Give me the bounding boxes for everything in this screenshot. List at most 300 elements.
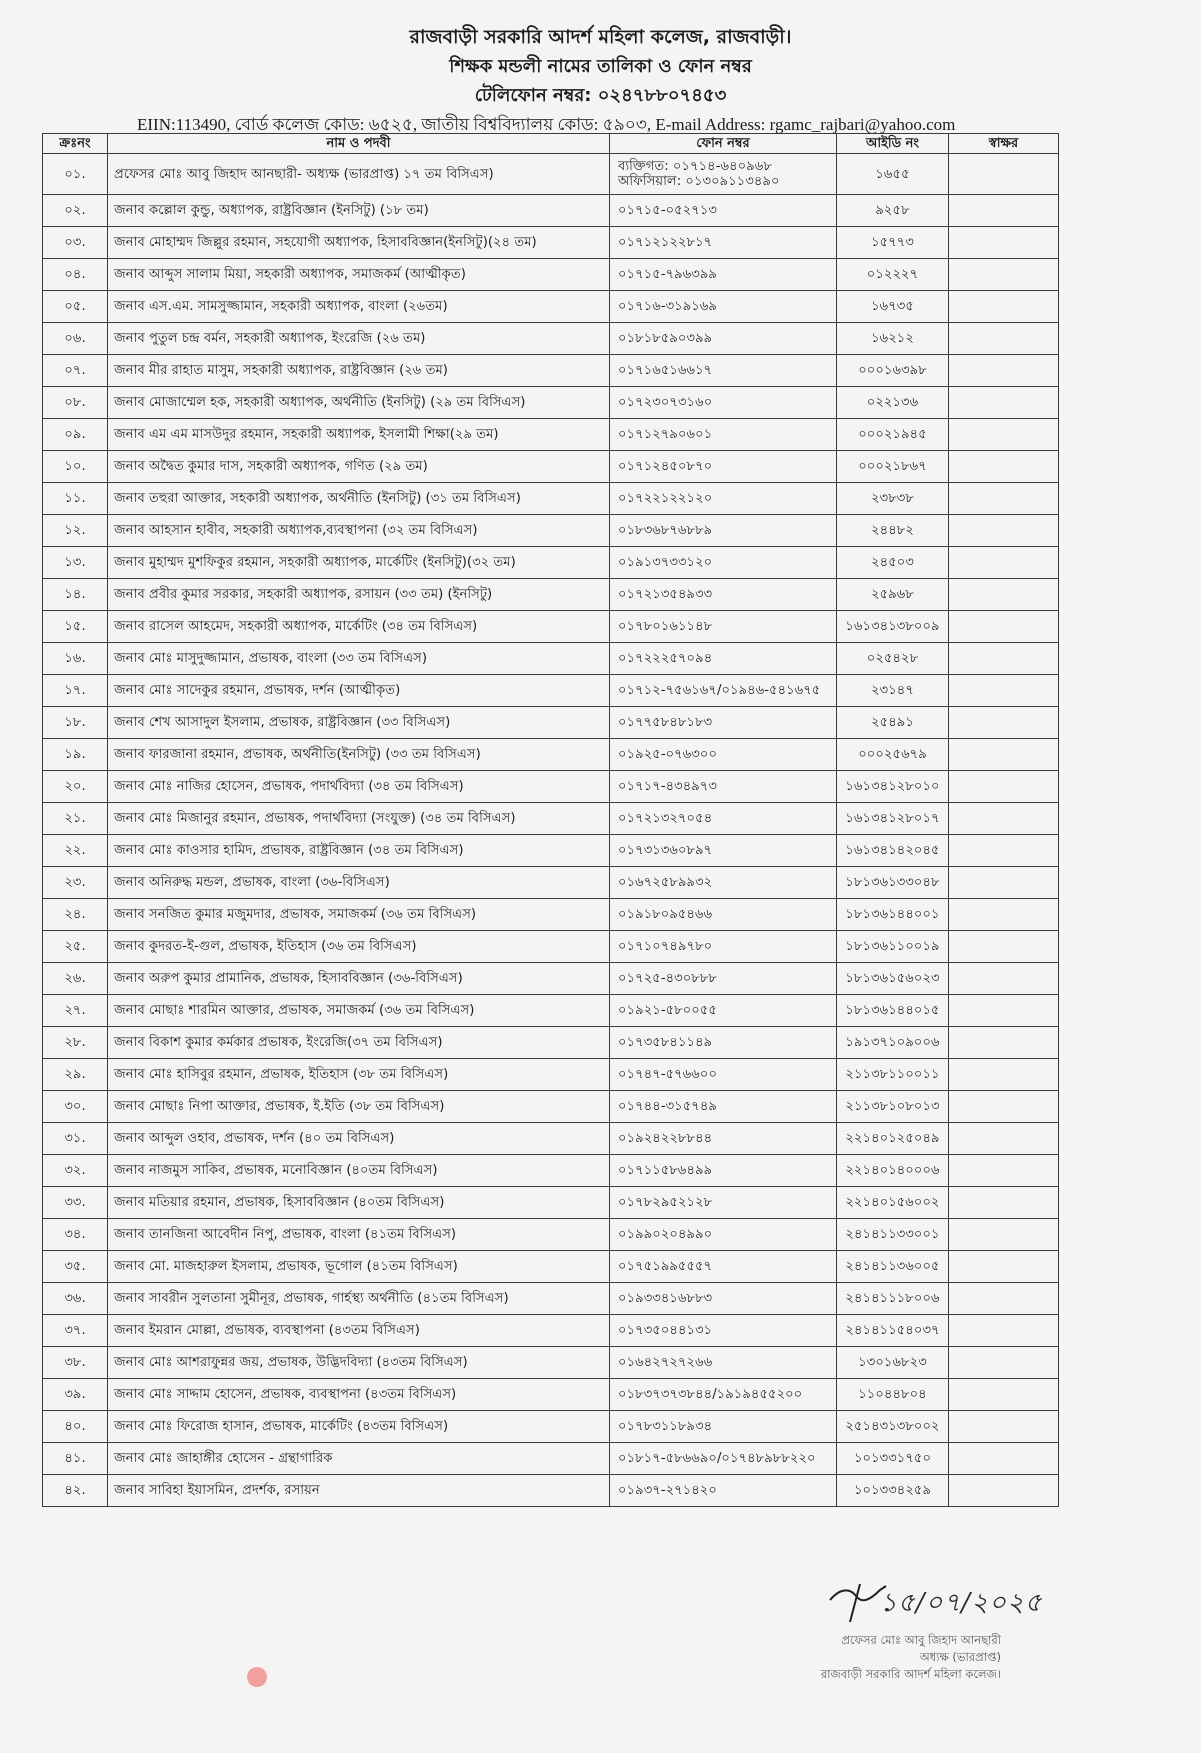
signature-cell <box>949 1379 1059 1411</box>
id-cell: ১৬২১২ <box>837 323 949 355</box>
phone-number: ০১৭৪৪-৩১৫৭৪৯ <box>618 1099 717 1114</box>
phone-cell <box>610 579 837 611</box>
serial-cell: ০৩. <box>43 227 108 259</box>
phone-number: ০১৯১৮০৯৫৪৬৬ <box>618 907 713 922</box>
name-cell: জনাব সাবরীন সুলতানা সুমীনূর, প্রভাষক, গার্হস্থ্য অর্থনীতি (৪১তম বিসিএস) <box>108 1283 610 1315</box>
serial-cell: ১৫. <box>43 611 108 643</box>
signer-role: অধ্যক্ষ (ভারপ্রাপ্ত) <box>919 1650 1001 1664</box>
phone-cell <box>610 451 837 483</box>
name-cell: জনাব মোঃ সাদ্দাম হোসেন, প্রভাষক, ব্যবস্থাপনা (৪৩তম বিসিএস) <box>108 1379 610 1411</box>
phone-cell <box>610 931 837 963</box>
table-row <box>43 707 1059 739</box>
phone-number: ০১৯৩৩৪১৬৮৮৩ <box>618 1291 713 1306</box>
id-cell: ২৫৪৯১ <box>837 707 949 739</box>
name-cell: জনাব মোঃ কাওসার হামিদ, প্রভাষক, রাষ্ট্রবিজ্ঞান (৩৪ তম বিসিএস) <box>108 835 610 867</box>
id-cell: ১৬১৩৪১২৮০১৭ <box>837 803 949 835</box>
serial-cell: ১৯. <box>43 739 108 771</box>
table-row <box>43 1059 1059 1091</box>
phone-cell <box>610 154 837 195</box>
id-cell: ১৬১৩৪১৪২০৪৫ <box>837 835 949 867</box>
header-name: নাম ও পদবী <box>108 134 610 154</box>
phone-number: ০১৭৩৫৮৪১১৪৯ <box>618 1035 713 1050</box>
serial-cell: ২৯. <box>43 1059 108 1091</box>
id-cell: ২৪১৪১১৫৪০৩৭ <box>837 1315 949 1347</box>
phone-cell <box>610 419 837 451</box>
phone-number: ০১৬৭২৫৮৯৯৩২ <box>618 875 713 890</box>
serial-cell: ৩৯. <box>43 1379 108 1411</box>
serial-cell: ০৪. <box>43 259 108 291</box>
table-row <box>43 1187 1059 1219</box>
id-cell: ২৪১৪১১৩৬০০৫ <box>837 1251 949 1283</box>
header-serial: ক্রঃনং <box>43 134 108 154</box>
phone-cell <box>610 1027 837 1059</box>
id-cell: ১৯১৩৭১০৯০০৬ <box>837 1027 949 1059</box>
signer-name: প্রফেসর মোঃ আবু জিহাদ আনছারী <box>841 1633 1001 1647</box>
phone-number: ০১৭১২১২২৮১৭ <box>618 235 713 250</box>
serial-cell: ৩৬. <box>43 1283 108 1315</box>
table-row <box>43 1411 1059 1443</box>
id-cell: ০০০১৬৩৯৮ <box>837 355 949 387</box>
serial-cell: ৪২. <box>43 1475 108 1507</box>
phone-cell <box>610 1443 837 1475</box>
id-cell: ১৬১৩৪১২৮০১০ <box>837 771 949 803</box>
id-cell: ১৮১৩৬১৪৪০১৫ <box>837 995 949 1027</box>
serial-cell: ১৮. <box>43 707 108 739</box>
serial-cell: ৩০. <box>43 1091 108 1123</box>
id-cell: ২৪১৪১১৩৩০০১ <box>837 1219 949 1251</box>
name-cell: জনাব মোঃ মাসুদুজ্জামান, প্রভাষক, বাংলা (৩৩ তম বিসিএস) <box>108 643 610 675</box>
phone-number: ০১৭২১৩৫৪৯৩৩ <box>618 587 713 602</box>
table-row <box>43 259 1059 291</box>
serial-cell: ২০. <box>43 771 108 803</box>
table-row <box>43 483 1059 515</box>
phone-cell <box>610 1475 837 1507</box>
phone-number: ০১৭১৬-৩১৯১৬৯ <box>618 299 717 314</box>
name-cell: জনাব সনজিত কুমার মজুমদার, প্রভাষক, সমাজকর্ম (৩৬ তম বিসিএস) <box>108 899 610 931</box>
table-row <box>43 323 1059 355</box>
table-row <box>43 291 1059 323</box>
serial-cell: ৪১. <box>43 1443 108 1475</box>
table-row <box>43 1091 1059 1123</box>
name-cell: জনাব কল্লোল কুন্ডু, অধ্যাপক, রাষ্ট্রবিজ্ঞান (ইনসিটু) (১৮ তম) <box>108 195 610 227</box>
name-cell: জনাব আব্দুল ওহাব, প্রভাষক, দর্শন (৪০ তম বিসিএস) <box>108 1123 610 1155</box>
phone-number: ০১৭১৬৫১৬৬১৭ <box>618 363 713 378</box>
signature-cell <box>949 739 1059 771</box>
id-cell: ১৬৫৫ <box>837 154 949 195</box>
serial-cell: ৩২. <box>43 1155 108 1187</box>
phone-number: ০১৯২১-৫৮০০৫৫ <box>618 1003 717 1018</box>
phone-cell <box>610 675 837 707</box>
id-cell: ০০০২৫৬৭৯ <box>837 739 949 771</box>
signature-cell <box>949 1187 1059 1219</box>
serial-cell: ২৩. <box>43 867 108 899</box>
signature-cell <box>949 1251 1059 1283</box>
signature-cell <box>949 1315 1059 1347</box>
id-cell: ১০১৩৩১৭৫০ <box>837 1443 949 1475</box>
phone-number: ০১৭৮৩১১৮৯৩৪ <box>618 1419 713 1434</box>
phone-cell <box>610 1379 837 1411</box>
table-row <box>43 643 1059 675</box>
phone-cell <box>610 899 837 931</box>
signature-cell <box>949 1347 1059 1379</box>
signature-cell <box>949 899 1059 931</box>
table-row <box>43 515 1059 547</box>
signature-cell <box>949 195 1059 227</box>
id-cell: ২১১৩৮১০৮০১৩ <box>837 1091 949 1123</box>
signature-cell <box>949 867 1059 899</box>
id-cell: ১৬১৩৪১৩৮০০৯ <box>837 611 949 643</box>
signature-cell <box>949 1283 1059 1315</box>
phone-number: ০১৯২৪২২৮৮৪৪ <box>618 1131 713 1146</box>
phone-number: ০১৯৩৭-২৭১৪২০ <box>618 1483 718 1498</box>
signature-cell <box>949 803 1059 835</box>
signature-cell <box>949 1027 1059 1059</box>
serial-cell: ৩৪. <box>43 1219 108 1251</box>
serial-cell: ১২. <box>43 515 108 547</box>
serial-cell: ৩৭. <box>43 1315 108 1347</box>
phone-number: ব্যক্তিগত: ০১৭১৪-৬৪০৯৬৮ <box>618 159 772 174</box>
name-cell: জনাব সাবিহা ইয়াসমিন, প্রদর্শক, রসায়ন <box>108 1475 610 1507</box>
id-cell: ০২৫৪২৮ <box>837 643 949 675</box>
phone-cell <box>610 771 837 803</box>
table-row <box>43 1219 1059 1251</box>
document-title: শিক্ষক মন্ডলী নামের তালিকা ও ফোন নম্বর <box>449 56 752 77</box>
header-signature: স্বাক্ষর <box>949 134 1059 154</box>
table-row <box>43 1283 1059 1315</box>
phone-cell <box>610 1251 837 1283</box>
phone-cell <box>610 515 837 547</box>
serial-cell: ২৭. <box>43 995 108 1027</box>
signature-cell <box>949 259 1059 291</box>
name-cell: জনাব তানজিনা আবেদীন নিপু, প্রভাষক, বাংলা (৪১তম বিসিএস) <box>108 1219 610 1251</box>
serial-cell: ৩৮. <box>43 1347 108 1379</box>
teacher-table <box>42 133 1059 1507</box>
signature-cell <box>949 1219 1059 1251</box>
signature-cell <box>949 675 1059 707</box>
phone-cell <box>610 963 837 995</box>
table-row <box>43 1155 1059 1187</box>
name-cell: জনাব মোছাঃ নিপা আক্তার, প্রভাষক, ই.ইতি (৩৮ তম বিসিএস) <box>108 1091 610 1123</box>
signature-cell <box>949 771 1059 803</box>
table-row <box>43 739 1059 771</box>
phone-cell <box>610 611 837 643</box>
signature-cell <box>949 1475 1059 1507</box>
phone-cell <box>610 1219 837 1251</box>
phone-number: ০১৮৩৬৮৭৬৮৮৯ <box>618 523 713 538</box>
serial-cell: ০৬. <box>43 323 108 355</box>
id-cell: ১৮১৩৬১৪৪০০১ <box>837 899 949 931</box>
name-cell: জনাব মো. মাজহারুল ইসলাম, প্রভাষক, ভূগোল (৪১তম বিসিএস) <box>108 1251 610 1283</box>
serial-cell: ৩১. <box>43 1123 108 1155</box>
name-cell: জনাব মোঃ সাদেকুর রহমান, প্রভাষক, দর্শন (আত্মীকৃত) <box>108 675 610 707</box>
name-cell: জনাব মোজাম্মেল হক, সহকারী অধ্যাপক, অর্থনীতি (ইনসিটু) (২৯ তম বিসিএস) <box>108 387 610 419</box>
name-cell: জনাব মোঃ মিজানুর রহমান, প্রভাষক, পদার্থবিদ্যা (সংযুক্ত) (৩৪ তম বিসিএস) <box>108 803 610 835</box>
phone-cell <box>610 291 837 323</box>
serial-cell: ১৩. <box>43 547 108 579</box>
serial-cell: ০৫. <box>43 291 108 323</box>
id-cell: ০২২১৩৬ <box>837 387 949 419</box>
id-cell: ১১০৪৪৮০৪ <box>837 1379 949 1411</box>
red-stamp-mark <box>247 1667 267 1687</box>
phone-number: ০১৭৪৭-৫৭৬৬০০ <box>618 1067 718 1082</box>
serial-cell: ২৫. <box>43 931 108 963</box>
phone-number: ০১৭৩১৩৬০৮৯৭ <box>618 843 713 858</box>
name-cell: জনাব বিকাশ কুমার কর্মকার প্রভাষক, ইংরেজি(৩৭ তম বিসিএস) <box>108 1027 610 1059</box>
phone-cell <box>610 1155 837 1187</box>
name-cell: জনাব পুতুল চন্দ্র বর্মন, সহকারী অধ্যাপক, ইংরেজি (২৬ তম) <box>108 323 610 355</box>
table-row <box>43 1379 1059 1411</box>
signature-cell <box>949 291 1059 323</box>
phone-cell <box>610 1315 837 1347</box>
name-cell: জনাব শেখ আসাদুল ইসলাম, প্রভাষক, রাষ্ট্রবিজ্ঞান (৩৩ বিসিএস) <box>108 707 610 739</box>
id-cell: ১৩০১৬৮২৩ <box>837 1347 949 1379</box>
serial-cell: ২২. <box>43 835 108 867</box>
id-cell: ১৮১৩৬১৩৩০৪৮ <box>837 867 949 899</box>
phone-cell <box>610 995 837 1027</box>
phone-number: ০১৭১২৭৯০৬০১ <box>618 427 713 442</box>
name-cell: জনাব ইমরান মোল্লা, প্রভাষক, ব্যবস্থাপনা (৪৩তম বিসিএস) <box>108 1315 610 1347</box>
serial-cell: ১৭. <box>43 675 108 707</box>
serial-cell: ১০. <box>43 451 108 483</box>
signature-cell <box>949 451 1059 483</box>
phone-cell <box>610 323 837 355</box>
phone-number: ০১৭৮২৯৫২১২৮ <box>618 1195 713 1210</box>
name-cell: জনাব মুহাম্মদ মুশফিকুর রহমান, সহকারী অধ্যাপক, মার্কেটিং (ইনসিটু)(৩২ তম) <box>108 547 610 579</box>
phone-number: ০১৮৩৭৩৭৩৮৪৪/১৯১৯৪৫৫২০০ <box>618 1387 803 1402</box>
phone-cell <box>610 707 837 739</box>
name-cell: জনাব মোঃ ফিরোজ হাসান, প্রভাষক, মার্কেটিং (৪৩তম বিসিএস) <box>108 1411 610 1443</box>
phone-cell <box>610 355 837 387</box>
table-row <box>43 899 1059 931</box>
phone-cell <box>610 1411 837 1443</box>
phone-cell <box>610 1059 837 1091</box>
serial-cell: ০৭. <box>43 355 108 387</box>
telephone-number: টেলিফোন নম্বর: ০২৪৭৮৮০৭৪৫৩ <box>474 85 727 106</box>
table-row <box>43 675 1059 707</box>
id-cell: ২৩১৪৭ <box>837 675 949 707</box>
table-row <box>43 1315 1059 1347</box>
table-row <box>43 1123 1059 1155</box>
name-cell: জনাব রাসেল আহমেদ, সহকারী অধ্যাপক, মার্কেটিং (৩৪ তম বিসিএস) <box>108 611 610 643</box>
phone-cell <box>610 547 837 579</box>
id-cell: ১৬৭৩৫ <box>837 291 949 323</box>
id-cell: ২৪১৪১১১৮০০৬ <box>837 1283 949 1315</box>
signature-cell <box>949 154 1059 195</box>
signature-cell <box>949 515 1059 547</box>
serial-cell: ২৪. <box>43 899 108 931</box>
phone-number: ০১৭২১৩২৭০৫৪ <box>618 811 713 826</box>
signature-cell <box>949 419 1059 451</box>
id-cell: ১০১৩৩৪২৫৯ <box>837 1475 949 1507</box>
name-cell: জনাব মীর রাহাত মাসুম, সহকারী অধ্যাপক, রাষ্ট্রবিজ্ঞান (২৬ তম) <box>108 355 610 387</box>
table-row <box>43 451 1059 483</box>
phone-number-official: অফিসিয়াল: ০১৩০৯১১৩৪৯০ <box>618 174 780 189</box>
table-row <box>43 1347 1059 1379</box>
id-cell: ০০০২১৮৬৭ <box>837 451 949 483</box>
id-cell: ২২১৪০১৫৬০০২ <box>837 1187 949 1219</box>
table-row <box>43 1443 1059 1475</box>
phone-cell <box>610 739 837 771</box>
table-row <box>43 771 1059 803</box>
table-row <box>43 355 1059 387</box>
table-header-row <box>43 134 1059 154</box>
serial-cell: ১৪. <box>43 579 108 611</box>
signature-date: ১৫/০৭/২০২৫ <box>880 1588 1043 1618</box>
phone-number: ০১৭১২-৭৫৬১৬৭/০১৯৪৬-৫৪১৬৭৫ <box>618 683 821 698</box>
serial-cell: ২৮. <box>43 1027 108 1059</box>
phone-number: ০১৭১৫-৭৯৬৩৯৯ <box>618 267 717 282</box>
signature-cell <box>949 387 1059 419</box>
header-phone: ফোন নম্বর <box>610 134 837 154</box>
phone-number: ০১৯২৫-০৭৬৩০০ <box>618 747 718 762</box>
id-cell: ২১১৩৮১১০০১১ <box>837 1059 949 1091</box>
name-cell: জনাব মোঃ জাহাঙ্গীর হোসেন - গ্রন্থাগারিক <box>108 1443 610 1475</box>
id-cell: ১৫৭৭৩ <box>837 227 949 259</box>
table-row <box>43 867 1059 899</box>
table-row <box>43 995 1059 1027</box>
name-cell: জনাব মোঃ নাজির হোসেন, প্রভাষক, পদার্থবিদ্যা (৩৪ তম বিসিএস) <box>108 771 610 803</box>
phone-cell <box>610 1187 837 1219</box>
signature-cell <box>949 1059 1059 1091</box>
signature-cell <box>949 323 1059 355</box>
id-cell: ২২১৪০১২৫০৪৯ <box>837 1123 949 1155</box>
id-cell: ২৪৫০৩ <box>837 547 949 579</box>
signature-cell <box>949 611 1059 643</box>
phone-number: ০১৭১৫-০৫২৭১৩ <box>618 203 717 218</box>
phone-cell <box>610 227 837 259</box>
serial-cell: ২৬. <box>43 963 108 995</box>
table-row <box>43 835 1059 867</box>
name-cell: জনাব এম এম মাসউদুর রহমান, সহকারী অধ্যাপক, ইসলামী শিক্ষা(২৯ তম) <box>108 419 610 451</box>
signature-cell <box>949 707 1059 739</box>
document-header <box>0 22 1201 110</box>
phone-number: ০১৭২৩০৭৩১৬০ <box>618 395 713 410</box>
name-cell: জনাব এস.এম. সামসুজ্জামান, সহকারী অধ্যাপক, বাংলা (২৬তম) <box>108 291 610 323</box>
serial-cell: ১৬. <box>43 643 108 675</box>
name-cell: জনাব মোঃ আশরাফুন্নর জয়, প্রভাষক, উদ্ভিদবিদ্যা (৪৩তম বিসিএস) <box>108 1347 610 1379</box>
id-cell: ২৪৪৮২ <box>837 515 949 547</box>
phone-number: ০১৭২৫-৪৩০৮৮৮ <box>618 971 717 986</box>
table-row <box>43 547 1059 579</box>
phone-number: ০১৯৯০২০৪৯৯০ <box>618 1227 713 1242</box>
table-row <box>43 1251 1059 1283</box>
table-row <box>43 1475 1059 1507</box>
table-row <box>43 1027 1059 1059</box>
signature-cell <box>949 1443 1059 1475</box>
phone-cell <box>610 483 837 515</box>
name-cell: জনাব ফারজানা রহমান, প্রভাষক, অর্থনীতি(ইনসিটু) (৩৩ তম বিসিএস) <box>108 739 610 771</box>
signature-cell <box>949 963 1059 995</box>
phone-cell <box>610 643 837 675</box>
id-cell: ৯২৫৮ <box>837 195 949 227</box>
phone-number: ০১৭২২১২২১২০ <box>618 491 713 506</box>
signature-cell <box>949 483 1059 515</box>
table-row <box>43 803 1059 835</box>
name-cell: জনাব নাজমুস সাকিব, প্রভাষক, মনোবিজ্ঞান (৪০তম বিসিএস) <box>108 1155 610 1187</box>
phone-number: ০১৭৭৫৮৪৮১৮৩ <box>618 715 713 730</box>
signer-org: রাজবাড়ী সরকারি আদর্শ মহিলা কলেজ। <box>820 1667 1001 1681</box>
id-cell: ০০০২১৯৪৫ <box>837 419 949 451</box>
eiin-email-line: EIIN:113490, বোর্ড কলেজ কোড: ৬৫২৫, জাতীয় বিশ্ববিদ্যালয় কোড: ৫৯০৩, E-mail Address: rgamc_rajbari@yahoo.com <box>137 115 956 134</box>
table-row <box>43 931 1059 963</box>
phone-number: ০১৭৫১৯৯৫৫৫৭ <box>618 1259 713 1274</box>
phone-number: ০১৭১২৪৫০৮৭০ <box>618 459 713 474</box>
signature-cell <box>949 1091 1059 1123</box>
serial-cell: ৪০. <box>43 1411 108 1443</box>
table-row <box>43 419 1059 451</box>
header-id: আইডি নং <box>837 134 949 154</box>
signature-cell <box>949 355 1059 387</box>
name-cell: জনাব অদ্বৈত কুমার দাস, সহকারী অধ্যাপক, গণিত (২৯ তম) <box>108 451 610 483</box>
phone-cell <box>610 1347 837 1379</box>
phone-cell <box>610 867 837 899</box>
phone-cell <box>610 803 837 835</box>
name-cell: জনাব আব্দুস সালাম মিয়া, সহকারী অধ্যাপক, সমাজকর্ম (আত্মীকৃত) <box>108 259 610 291</box>
table-row <box>43 195 1059 227</box>
phone-cell <box>610 1283 837 1315</box>
name-cell: জনাব তহুরা আক্তার, সহকারী অধ্যাপক, অর্থনীতি (ইনসিটু) (৩১ তম বিসিএস) <box>108 483 610 515</box>
name-cell: জনাব কুদরত-ই-গুল, প্রভাষক, ইতিহাস (৩৬ তম বিসিএস) <box>108 931 610 963</box>
name-cell: জনাব মোঃ হাসিবুর রহমান, প্রভাষক, ইতিহাস (৩৮ তম বিসিএস) <box>108 1059 610 1091</box>
phone-number: ০১৭১৭-৪৩৪৯৭৩ <box>618 779 717 794</box>
signature-cell <box>949 1155 1059 1187</box>
table-row <box>43 227 1059 259</box>
serial-cell: ০৯. <box>43 419 108 451</box>
phone-cell <box>610 195 837 227</box>
table-row <box>43 154 1059 195</box>
id-cell: ২৩৮৩৮ <box>837 483 949 515</box>
phone-number: ০১৭১০৭৪৯৭৮০ <box>618 939 713 954</box>
signature-cell <box>949 1123 1059 1155</box>
phone-number: ০১৭৩৫০৪৪১৩১ <box>618 1323 713 1338</box>
signature-cell <box>949 835 1059 867</box>
name-cell: জনাব অনিরুদ্ধ মন্ডল, প্রভাষক, বাংলা (৩৬-বিসিএস) <box>108 867 610 899</box>
table-row <box>43 387 1059 419</box>
serial-cell: ০১. <box>43 154 108 195</box>
serial-cell: ২১. <box>43 803 108 835</box>
serial-cell: ১১. <box>43 483 108 515</box>
serial-cell: ৩৫. <box>43 1251 108 1283</box>
name-cell: প্রফেসর মোঃ আবু জিহাদ আনছারী- অধ্যক্ষ (ভারপ্রাপ্ত) ১৭ তম বিসিএস) <box>108 154 610 195</box>
name-cell: জনাব অরুপ কুমার প্রামানিক, প্রভাষক, হিসাববিজ্ঞান (৩৬-বিসিএস) <box>108 963 610 995</box>
phone-number: ০১৮১৮৫৯০৩৯৯ <box>618 331 713 346</box>
id-cell: ২৫৯৬৮ <box>837 579 949 611</box>
table-body <box>43 154 1059 1507</box>
phone-number: ০১৬৪২৭২৭২৬৬ <box>618 1355 713 1370</box>
table-row <box>43 963 1059 995</box>
id-cell: ১৮১৩৬১১০০১৯ <box>837 931 949 963</box>
id-cell: ২৫১৪৩১৩৮০০২ <box>837 1411 949 1443</box>
name-cell: জনাব প্রবীর কুমার সরকার, সহকারী অধ্যাপক, রসায়ন (৩৩ তম) (ইনসিটু) <box>108 579 610 611</box>
phone-cell <box>610 835 837 867</box>
signature-cell <box>949 643 1059 675</box>
signature-cell <box>949 995 1059 1027</box>
id-cell: ২২১৪০১৪০০০৬ <box>837 1155 949 1187</box>
phone-cell <box>610 1091 837 1123</box>
phone-number: ০১৭২২২৫৭০৯৪ <box>618 651 713 666</box>
phone-cell <box>610 1123 837 1155</box>
serial-cell: ০২. <box>43 195 108 227</box>
phone-number: ০১৯১৩৭৩৩১২০ <box>618 555 713 570</box>
serial-cell: ৩৩. <box>43 1187 108 1219</box>
name-cell: জনাব মোছাঃ শারমিন আক্তার, প্রভাষক, সমাজকর্ম (৩৬ তম বিসিএস) <box>108 995 610 1027</box>
serial-cell: ০৮. <box>43 387 108 419</box>
phone-cell <box>610 387 837 419</box>
phone-number: ০১৭৮০১৬১১৪৮ <box>618 619 713 634</box>
id-cell: ১৮১৩৬১৫৬০২৩ <box>837 963 949 995</box>
table-row <box>43 611 1059 643</box>
name-cell: জনাব মতিয়ার রহমান, প্রভাষক, হিসাববিজ্ঞান (৪০তম বিসিএস) <box>108 1187 610 1219</box>
